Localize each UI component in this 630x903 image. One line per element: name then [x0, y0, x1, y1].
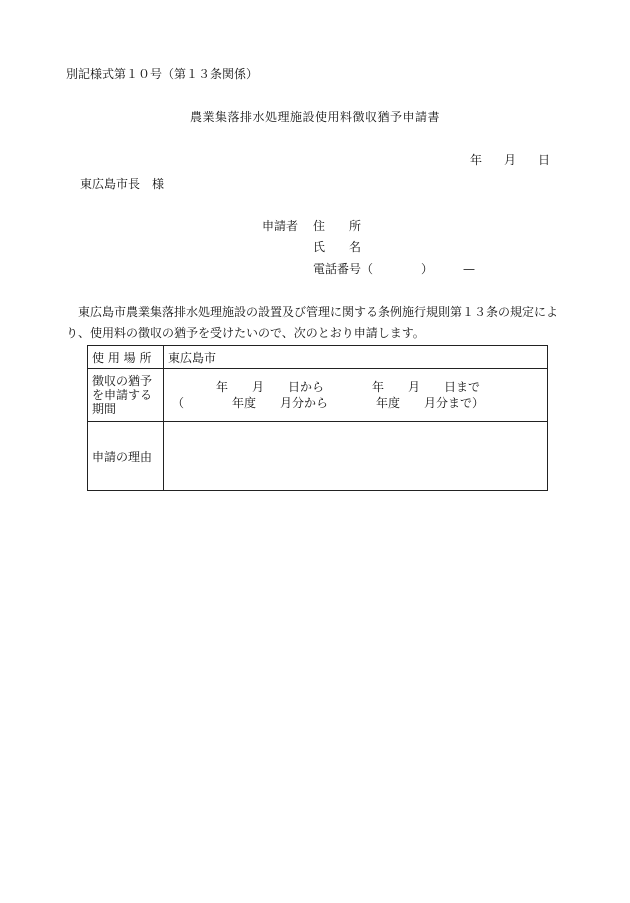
date-day-label: 日 — [538, 153, 551, 167]
location-value: 東広島市 — [164, 346, 548, 369]
period-label: 徴収の猶予を申請する期間 — [88, 369, 164, 422]
reason-label: 申請の理由 — [88, 422, 164, 491]
application-table — [87, 345, 548, 491]
period-date-range: 年 月 日から 年 月 日まで — [216, 380, 481, 394]
phone-label: 電話番号（ ） — — [313, 262, 476, 276]
address-label: 住 所 — [313, 219, 362, 233]
date-month-label: 月 — [504, 153, 517, 167]
reason-value — [164, 422, 548, 491]
table-row-reason — [88, 422, 548, 491]
period-fiscal-range: （ 年度 月分から 年度 月分まで） — [172, 396, 485, 410]
body-text: 東広島市農業集落排水処理施設の設置及び管理に関する条例施行規則第１３条の規定により、使用料の徴収の猶予を受けたいので、次のとおり申請します。 — [66, 305, 559, 340]
date-year-label: 年 — [470, 153, 483, 167]
table-row-period — [88, 369, 548, 422]
table-row-location — [88, 346, 548, 369]
name-label: 氏 名 — [313, 240, 362, 254]
addressee: 東広島市長 様 — [80, 177, 165, 191]
period-cell — [164, 369, 548, 422]
form-number: 別記様式第１０号（第１３条関係） — [66, 67, 259, 81]
date-line — [470, 153, 550, 167]
applicant-label: 申請者 — [262, 219, 299, 233]
location-label: 使 用 場 所 — [88, 346, 164, 369]
document-title: 農業集落排水処理施設使用料徴収猶予申請書 — [189, 110, 440, 124]
